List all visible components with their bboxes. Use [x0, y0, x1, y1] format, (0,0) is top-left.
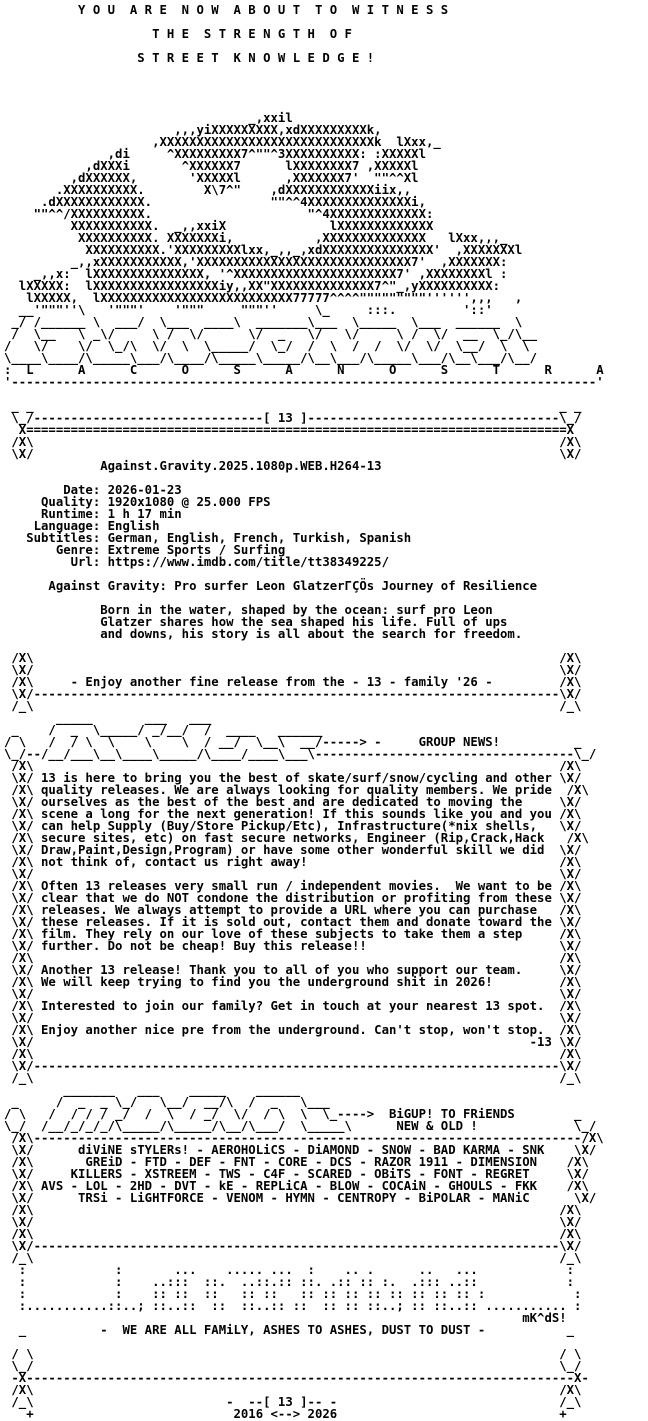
news-banner-line: /X\ /X\	[4, 759, 582, 773]
news-line: \X/ Draw,Paint,Design,Program) or have some other wonderful skill we did \X/	[4, 843, 582, 857]
footer-line: :...........::..; ::..:: :: ::..:: :: :: :: ::..; :: ::..:: ........... :	[4, 1299, 582, 1313]
news-line: /X\ secure sites, etc) on fast secure networks, Engineer (Rip,Crack,Hack /X\	[4, 831, 589, 845]
news-line: /X\ Enjoy another nice pre from the underground. Can't stop, won't stop. /X\	[4, 1023, 582, 1037]
lacosanostra-logo-art	[4, 64, 648, 388]
release-title: Against.Gravity.2025.1080p.WEB.H264-13	[4, 459, 382, 473]
header-line: /X\ /X\	[4, 435, 582, 449]
logo-line: ,di ^XXXXXXXXX7^""^3XXXXXXXXXX: :XXXXXl	[4, 147, 426, 161]
news-line: /X\ film. They rely on our love of these subjects to take them a step /X\	[4, 927, 582, 941]
footer-line: : : :: :: :: :: :: :: :: :: :: :: :: :: :: : :	[4, 1287, 582, 1301]
news-line: /X\ We will keep trying to find you the underground shit in 2026! /X\	[4, 975, 582, 989]
news-line: \X/ 13 is here to bring you the best of skate/surf/snow/cycling and other \X/	[4, 771, 582, 785]
group-line: /X\ GREiD - FTD - DEF - FNT - CORE - DCS - RAZOR 1911 - DIMENSION /X\	[4, 1155, 589, 1169]
footer-line: -X--------------------------------------------------------------------------X-	[4, 1371, 589, 1385]
release-tagline: Against Gravity: Pro surfer Leon GlatzerΓÇÖs Journey of Resilience	[4, 579, 538, 593]
footer-line: _ - WE ARE ALL FAMiLY, ASHES TO ASHES, DUST TO DUST - _	[4, 1323, 575, 1337]
news-banner-line: _ / _ \_____/ _/__/ / ____ ______	[4, 723, 323, 737]
news-line: /X\ Often 13 releases very small run / independent movies. We want to be /X\	[4, 879, 582, 893]
logo-line	[4, 64, 648, 76]
footer-line: \_/ \_/	[4, 1359, 582, 1373]
logo-line: _,,x: lXXXXXXXXXXXXXXX, '^XXXXXXXXXXXXXXXXXXXXXX7' ,XXXXXXXXl :	[4, 267, 508, 281]
group-news-body	[4, 772, 648, 1084]
footer-line: /_\ - --[ 13 ]-- - /_\	[4, 1395, 582, 1409]
footer-line: : : ..::: ::. ..::.:: ::. .:: :: :. .::: ..:: :	[4, 1275, 575, 1289]
news-banner-line: / \ / / \ \ \ \ / __/ \__\ __/-----> - GROUP NEWS! _	[4, 735, 582, 749]
logo-line: ,XXXXXXXXXXXXXXXXXXXXXXXXXXXXXk lXxx,_	[4, 135, 441, 149]
news-line: \X/ further. Do not be cheap! Buy this release!! \X/	[4, 939, 582, 953]
intro-line: S T R E E T K N O W L E D G E !	[4, 51, 375, 65]
header-line: \_/-------------------------------[ 13 ]----------------------------------\_/	[4, 411, 582, 425]
logo-line: lXXXXX, lXXXXXXXXXXXXXXXXXXXXXXXXXX77777^^^^"""""""""'''''',,, ,	[4, 291, 523, 305]
news-line: /_\ /_\	[4, 1071, 582, 1085]
info-line: Quality: 1920x1080 @ 25.000 FPS	[4, 495, 271, 509]
info-line: Language: English	[4, 519, 160, 533]
news-line: /X\ quality releases. We are always looking for quality members. We pride /X\	[4, 783, 589, 797]
bigup-line: / \ / / / / _/ / \ / _/ \/ / \ \ \_----> BiGUP! TO FRiENDS _	[4, 1107, 582, 1121]
plot-line: Born in the water, shaped by the ocean: surf pro Leon	[4, 603, 493, 617]
logo-line: _,,xXXXXXXXXXXX,'XXXXXXXXXXXXXXXXXXXXXXXXXXXXX7' ,XXXXXXX:	[4, 255, 508, 269]
footer-line: + 2016 <--> 2026 +	[4, 1407, 567, 1421]
logo-line	[4, 76, 648, 88]
news-line: \X/ these releases. If it is sold out, contact them and donate toward the \X/	[4, 915, 582, 929]
footer-line: / \ / \	[4, 1347, 582, 1361]
news-line: \X/ \X/	[4, 867, 582, 881]
news-banner-line: _____ ___ ___	[4, 711, 212, 725]
enjoy-line: /X\ - Enjoy another fine release from the - 13 - family '26 - /X\	[4, 675, 582, 689]
logo-line: ,dXXXXXX, 'XXXXXl ,XXXXXXX7' ""^^Xl	[4, 171, 419, 185]
news-line: \X/ ourselves as the best of the best and are dedicated to moving the \X/	[4, 795, 582, 809]
logo-line: '-------------------------------------------------------------------------------'	[4, 375, 604, 389]
logo-line	[4, 88, 648, 100]
group-line: \X/ diViNE sTYLERs! - AEROHOLiCS - DiAMOND - SNOW - BAD KARMA - SNK \X/	[4, 1143, 597, 1157]
group-line: \X/ KILLERS - XSTREEM - TWS - C4F - SCARED - OBiTS - FONT - REGRET \X/	[4, 1167, 589, 1181]
news-line: /X\ /X\	[4, 951, 582, 965]
footer-line: : : ... ..... ... : .. . .. ... :	[4, 1263, 575, 1277]
logo-line: / \__ \ _\/ \ / \/ \/ _ \/ \/ \ / \/ __ \_/\__	[4, 327, 538, 341]
group-line: /X\ /X\	[4, 1203, 582, 1217]
news-line: /X\ scene a long for the next generation! If this sounds like you and you /X\	[4, 807, 582, 821]
group-line: /_\ /_\	[4, 1251, 582, 1265]
logo-line: / \/ \/ \_/\ \/ \ \_____/ \_/ / \ / / \/ \/ \__/ \ \	[4, 339, 530, 353]
bigup-line: _ / _ _ \_/ \__/ __/\ / _ \___	[4, 1095, 330, 1109]
logo-line: _,xxil	[4, 111, 293, 125]
news-line: /X\ /X\	[4, 1047, 582, 1061]
info-line: Url: https://www.imdb.com/title/tt38349225/	[4, 555, 389, 569]
logo-line: XXXXXXXXXXX. _,,xxiX lXXXXXXXXXXXXX	[4, 219, 434, 233]
logo-line: \____\____/\_____\___/\____/\_____\_____/\__\___/\_____\___/\__\___/\__/	[4, 351, 538, 365]
info-line: Runtime: 1 h 17 min	[4, 507, 182, 521]
header-line: \X/ \X/	[4, 447, 582, 461]
news-line: \X/ clear that we do NOT condone the distribution or profiting from these \X/	[4, 891, 582, 905]
news-line: \X/ -13 \X/	[4, 1035, 582, 1049]
news-line: /X\ Interested to join our family? Get in touch at your nearest 13 spot. /X\	[4, 999, 582, 1013]
news-line: \X/ \X/	[4, 987, 582, 1001]
plot-line: Glatzer shares how the sea shaped his life. Full of ups	[4, 615, 508, 629]
footer-line: /X\ /X\	[4, 1383, 582, 1397]
enjoy-line: \X/ \X/	[4, 663, 582, 677]
news-line: /X\ not think of, contact us right away! /X\	[4, 855, 582, 869]
news-line: \X/-----------------------------------------------------------------------\X/	[4, 1059, 582, 1073]
logo-line: .XXXXXXXXXX. X\7^" ,dXXXXXXXXXXXXiix,,	[4, 183, 412, 197]
group-line: /X\ AVS - LOL - 2HD - DVT - kE - REPLiCA - BLOW - COCAiN - GHOULS - FKK /X\	[4, 1179, 589, 1193]
group-line: \X/ \X/	[4, 1215, 582, 1229]
group-news-banner	[4, 712, 648, 772]
logo-line: ,,,yiXXXXXXXXX,xdXXXXXXXXXk,	[4, 123, 382, 137]
news-line: \X/ \X/	[4, 1011, 582, 1025]
enjoy-line: \X/-----------------------------------------------------------------------\X/	[4, 687, 582, 701]
logo-line: lXXXXX: lXXXXXXXXXXXXXXXXXiy,,XX"XXXXXXXXXXXXXX7^"_,yXXXXXXXXXX:	[4, 279, 501, 293]
bigup-line: \_/ /__/_/_/_/\_____/\_____/\__/\___/ \_____\ NEW & OLD ! \_/	[4, 1119, 597, 1133]
enjoy-line: /X\ /X\	[4, 651, 582, 665]
bigup-banner	[4, 1084, 648, 1144]
logo-line: _/ /______ \ ___/ \___ ____\ _______\___ \_____ \___ ______ \	[4, 315, 523, 329]
bigup-line: /X\--------------------------------------------------------------------------/X\	[4, 1131, 604, 1145]
logo-line: : L A C O S A N O S T R A	[4, 363, 604, 377]
enjoy-line: /_\ /_\	[4, 699, 582, 713]
header-line: X=========================================================================X	[4, 423, 575, 437]
enjoy-section	[4, 652, 648, 712]
header-line: _ _ _ _	[4, 399, 582, 413]
logo-line: XXXXXXXXXX. XXXXXXXi, ,XXXXXXXXXXXXXX lXxx,,,_	[4, 231, 508, 245]
group-line: /X\ /X\	[4, 1227, 582, 1241]
logo-line: ""^^/XXXXXXXXXX. "^4XXXXXXXXXXXXX:	[4, 207, 434, 221]
footer-art	[4, 1264, 648, 1420]
header-box	[4, 388, 648, 460]
release-info	[4, 484, 648, 568]
groups-list	[4, 1144, 648, 1264]
news-banner-line: \_/--/__/___\__\____\_____/\____/____\___\-----------------------------------\_/	[4, 747, 597, 761]
intro-line: Y O U A R E N O W A B O U T T O W I T N E S S	[4, 3, 449, 17]
footer-line: mK^dS!	[4, 1311, 567, 1325]
plot-line: and downs, his story is all about the search for freedom.	[4, 627, 523, 641]
news-line: \X/ Another 13 release! Thank you to all of you who support our team. \X/	[4, 963, 582, 977]
info-line: Date: 2026-01-23	[4, 483, 182, 497]
logo-line: __'"""''\ '"""' '""" """'' \_ :::. '::'	[4, 303, 493, 317]
intro-line: T H E S T R E N G T H O F	[4, 27, 352, 41]
release-plot	[4, 604, 648, 640]
logo-line: .dXXXXXXXXXXXX. ""^^4XXXXXXXXXXXXXXi,	[4, 195, 426, 209]
group-line: \X/-----------------------------------------------------------------------\X/	[4, 1239, 582, 1253]
logo-line: ,dXXXi ^XXXXXX7 lXXXXXXXX7 ,XXXXXl	[4, 159, 419, 173]
logo-line: XXXXXXXXXX.'XXXXXXXXXlxx,_,,_,xdXXXXXXXXXXXXXXX' ,XXXXXXXl	[4, 243, 523, 257]
info-line: Subtitles: German, English, French, Turkish, Spanish	[4, 531, 412, 545]
bigup-line: _______ ___ _____ ______	[4, 1083, 301, 1097]
info-line: Genre: Extreme Sports / Surfing	[4, 543, 286, 557]
news-line: \X/ can help Supply (Buy/Store Pickup/Etc), Infrastructure(*nix shells, \X/	[4, 819, 582, 833]
group-line: \X/ TRSi - LiGHTFORCE - VENOM - HYMN - CENTROPY - BiPOLAR - MANiC \X/	[4, 1191, 597, 1205]
news-line: /X\ releases. We always attempt to provide a URL where you can purchase /X\	[4, 903, 582, 917]
